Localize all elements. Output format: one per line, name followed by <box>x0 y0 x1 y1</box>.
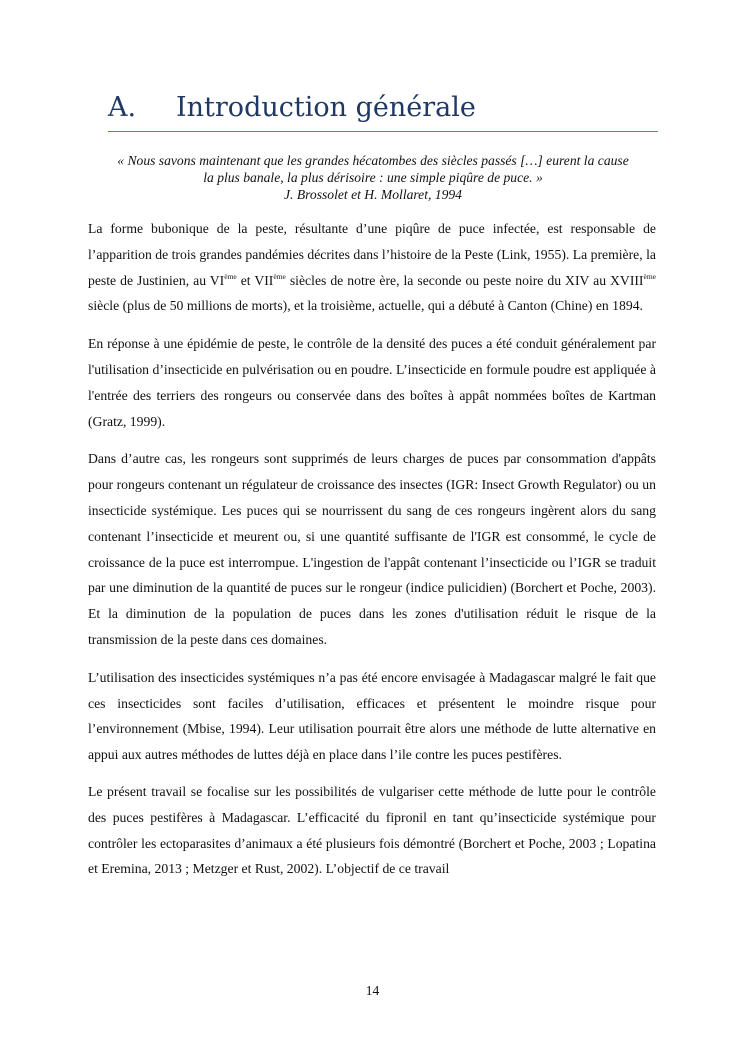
section-number: A. <box>108 92 137 123</box>
epigraph-attribution: J. Brossolet et H. Mollaret, 1994 <box>284 187 462 202</box>
paragraph-1-text-c: siècles de notre ère, la seconde ou peste noire du XIV au XVIII <box>285 272 644 288</box>
epigraph-line-2: la plus banale, la plus dérisoire : une simple piqûre de puce. » <box>203 170 543 185</box>
paragraph-2: En réponse à une épidémie de peste, le contrôle de la densité des puces a été conduit généralement par l'utilisation d’insecticide en pulvérisation ou en poudre. L’insecticide en formule poudre est appliquée à l'entrée des terriers des rongeurs ou conservée dans des boîtes à appât nommées boîtes de Kartman (Gratz, 1999). <box>88 336 656 429</box>
paragraph-1 <box>88 216 656 319</box>
paragraph-1-text-b: et VII <box>236 272 274 288</box>
superscript-eme-3: ème <box>643 271 656 281</box>
section-heading <box>108 88 658 128</box>
body-text <box>88 216 656 894</box>
paragraph-5: Le présent travail se focalise sur les possibilités de vulgariser cette méthode de lutte pour le contrôle des puces pestifères à Madagascar. L’efficacité du fipronil en tant qu’insecticide systémique pour contrôler les ectoparasites d’animaux a été plusieurs fois démontré (Borchert et Poche, 2003 ; Lopatina et Eremina, 2013 ; Metzger et Rust, 2002). L’objectif de ce travail <box>88 783 656 877</box>
heading-underline <box>108 131 658 132</box>
epigraph-line-1: « Nous savons maintenant que les grandes hécatombes des siècles passés […] eurent la cause <box>117 153 629 168</box>
paragraph-4: L’utilisation des insecticides systémiques n’a pas été encore envisagée à Madagascar malgré le fait que ces insecticides sont faciles d’utilisation, efficaces et présentent le moindre risque pour l’environnement (Mbise, 1994). Leur utilisation pourrait être alors une méthode de lutte alternative en appui aux autres méthodes de luttes déjà en place dans l’ile contre les puces pestifères. <box>88 669 656 763</box>
superscript-eme-2: ème <box>273 271 286 281</box>
page-number: 14 <box>365 983 380 998</box>
paragraph-1-text-d: siècle (plus de 50 millions de morts), et la troisième, actuelle, qui a débuté à Canton (Chine) en 1894. <box>88 298 643 314</box>
paragraph-1-text-a: La forme bubonique de la peste, résultante d’une piqûre de puce infectée, est responsable de l’apparition de trois grandes pandémies décrites dans l’histoire de la Peste (Link, 1955). La première, la peste de Justinien, au VI <box>88 221 656 288</box>
epigraph <box>88 152 658 203</box>
paragraph-3: Dans d’autre cas, les rongeurs sont supprimés de leurs charges de puces par consommation d'appâts pour rongeurs contenant un régulateur de croissance des insectes (IGR: Insect Growth Regulator) ou un insecticide systémique. Les puces qui se nourrissent du sang de ces rongeurs ingèrent alors du sang contenant l’insecticide et meurent ou, si une quantité suffisante de l'IGR est consommé, le cycle de croissance de la puce est interrompue. L'ingestion de l'appât contenant l’insecticide ou l’IGR se traduit par une diminution de la quantité de puces sur le rongeur (indice pulicidien) (Borchert et Poche, 2003). Et la diminution de la population de puces dans les zones d'utilisation réduit le risque de la transmission de la peste dans ces domaines. <box>88 451 656 647</box>
superscript-eme-1: ème <box>224 271 237 281</box>
section-title: Introduction générale <box>176 92 476 123</box>
